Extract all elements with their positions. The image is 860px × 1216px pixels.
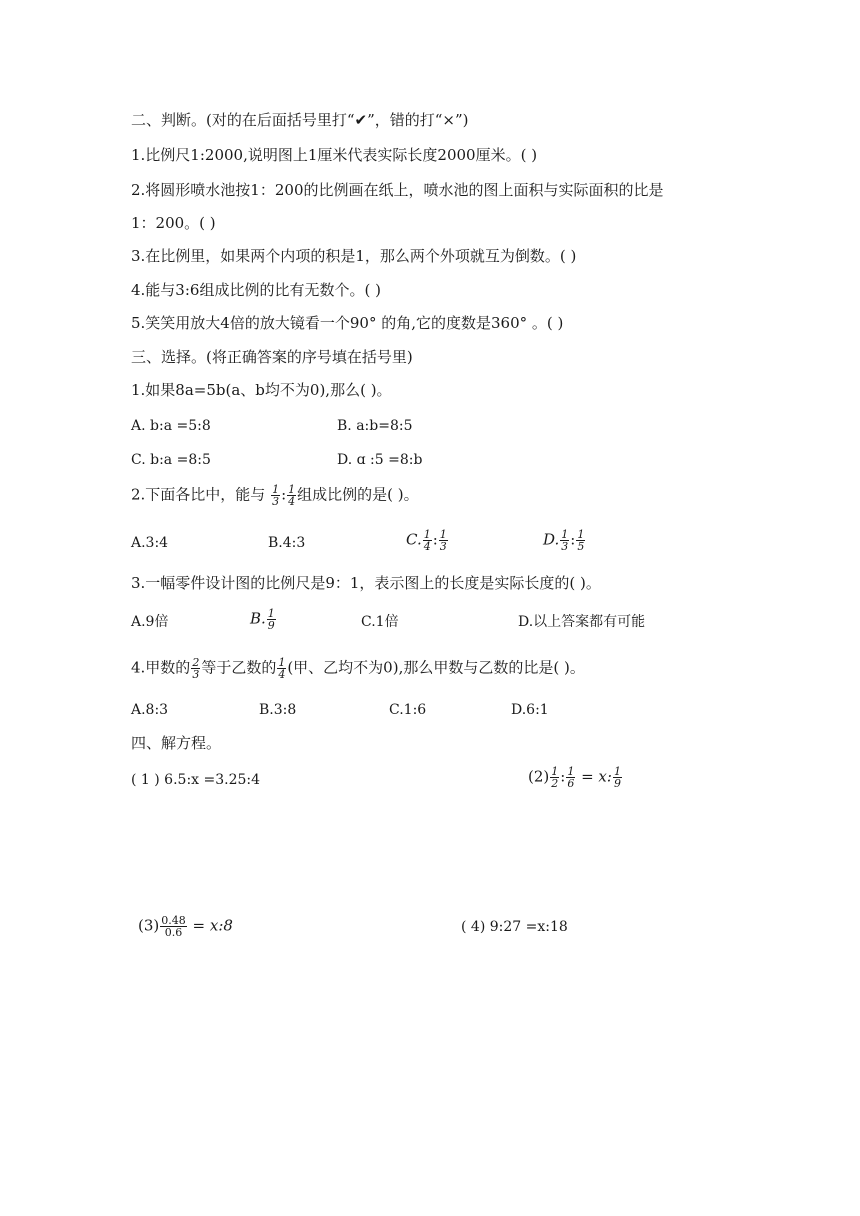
q2-stem-post: 组成比例的是( )。 [297,485,419,504]
q1-stem: 1.如果8a=5b(a、b均不为0),那么( )。 [131,381,392,399]
q1-option-a: A. b:a =5:8 [131,418,211,434]
q2-option-d: D. $\frac{1}{3}$ : $\frac{1}{5}$ [543,528,585,553]
equation-2: (2) $\frac{1}{2}$ : $\frac{1}{6}$ = x: $\frac{1}{9}$ [528,765,621,790]
judgement-item-1: 1.比例尺1:2000,说明图上1厘米代表实际长度2000厘米。( ) [131,146,538,164]
q4-option-c: C.1:6 [389,702,427,718]
choice-heading: 三、选择。(将正确答案的序号填在括号里) [131,348,413,366]
equation-3: (3) $\frac{0.48}{0.6}$ = x:8 [138,914,233,939]
q2-frac-1-3: $\frac{1}{3}$ [272,483,280,508]
q3-option-d: D.以上答案都有可能 [518,614,646,630]
judgement-heading: 二、判断。(对的在后面括号里打“✔”，错的打“×”) [131,111,469,129]
q1-option-d: D. ɑ :5 =8:b [337,452,423,468]
q4-option-a: A.8:3 [131,702,169,718]
q2-option-a: A.3:4 [131,535,169,551]
q4-frac-2-3: $\frac{2}{3}$ [192,656,200,681]
q1-option-b: B. a:b=8:5 [337,418,413,434]
q3-stem: 3.一幅零件设计图的比例尺是9：1，表示图上的长度是实际长度的( )。 [131,574,601,592]
q4-frac-1-4: $\frac{1}{4}$ [278,656,286,681]
judgement-item-3: 3.在比例里，如果两个内项的积是1，那么两个外项就互为倒数。( ) [131,247,577,265]
q2-stem: 2.下面各比中，能与 $\frac{1}{3}$ : $\frac{1}{4}$ 组成比例的是( )。 [131,483,419,508]
q2-option-c: C. $\frac{1}{4}$ : $\frac{1}{3}$ [406,528,447,553]
q4-stem: 4.甲数的 $\frac{2}{3}$ 等于乙数的 $\frac{1}{4}$ (甲、乙均不为0),那么甲数与乙数的比是( )。 [131,656,585,681]
q3-option-c: C.1倍 [361,614,399,630]
q1-option-c: C. b:a =8:5 [131,452,211,468]
judgement-item-5: 5.笑笑用放大4倍的放大镜看一个90° 的角,它的度数是360° 。( ) [131,314,564,332]
q4-option-b: B.3:8 [259,702,297,718]
q2-frac-1-4: $\frac{1}{4}$ [288,483,296,508]
q4-option-d: D.6:1 [511,702,549,718]
judgement-item-2: 2.将圆形喷水池按1：200的比例画在纸上，喷水池的图上面积与实际面积的比是 [131,181,664,199]
q3-option-a: A.9倍 [131,614,169,630]
equations-heading: 四、解方程。 [131,734,222,752]
equation-4: ( 4) 9:27 =x:18 [461,919,568,935]
equation-1: ( 1 ) 6.5:x =3.25:4 [131,772,261,788]
judgement-item-4: 4.能与3:6组成比例的比有无数个。( ) [131,281,381,299]
q3-option-b: B. $\frac{1}{9}$ [250,607,275,632]
q2-stem-pre: 2.下面各比中，能与 [131,485,266,504]
q2-option-b: B.4:3 [268,535,306,551]
judgement-item-2-cont: 1：200。( ) [131,214,216,232]
